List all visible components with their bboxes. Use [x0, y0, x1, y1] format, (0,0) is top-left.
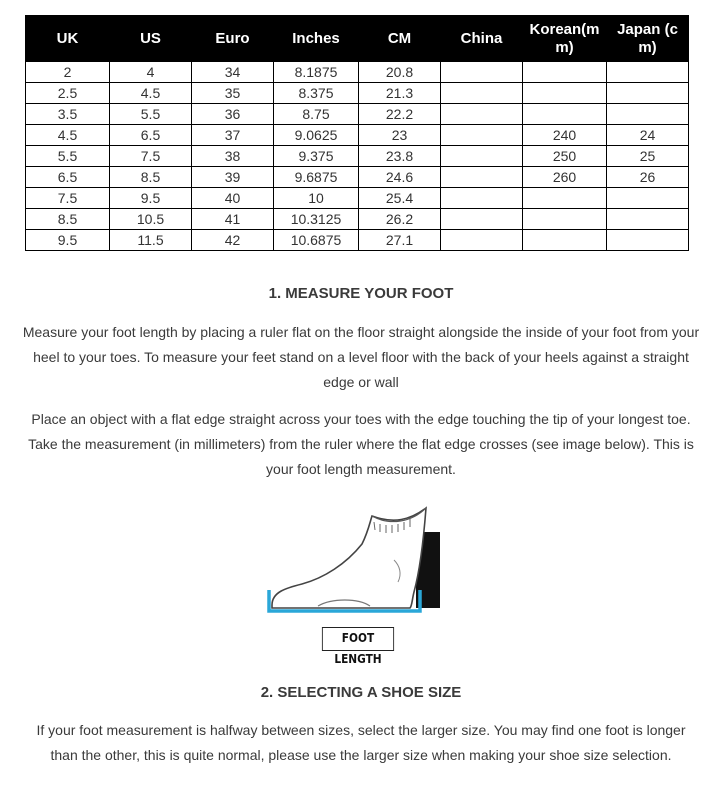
cell-japan: [607, 209, 689, 230]
cell-korean: 240: [523, 125, 607, 146]
cell-china: [441, 104, 523, 125]
foot-outline: [272, 508, 426, 608]
cell-japan: 25: [607, 146, 689, 167]
cell-uk: 4.5: [26, 125, 110, 146]
header-japan: Japan (cm): [607, 16, 689, 62]
cell-china: [441, 167, 523, 188]
cell-us: 4.5: [110, 83, 192, 104]
cell-inches: 8.1875: [274, 62, 359, 83]
cell-us: 4: [110, 62, 192, 83]
cell-cm: 23.8: [359, 146, 441, 167]
cell-korean: [523, 104, 607, 125]
cell-korean: [523, 230, 607, 251]
cell-korean: [523, 188, 607, 209]
cell-china: [441, 230, 523, 251]
header-uk: UK: [26, 16, 110, 62]
cell-inches: 8.75: [274, 104, 359, 125]
cell-inches: 9.375: [274, 146, 359, 167]
selecting-size-paragraph: If your foot measurement is halfway between sizes, select the larger size. You may find one foot is longer than the other, this is quite normal, please use the larger size when making your shoe size selection.: [36, 722, 686, 763]
cell-china: [441, 209, 523, 230]
selecting-size-heading: 2. SELECTING A SHOE SIZE: [260, 684, 462, 701]
cell-euro: 39: [192, 167, 274, 188]
cell-us: 11.5: [110, 230, 192, 251]
cell-korean: 260: [523, 167, 607, 188]
cell-korean: [523, 209, 607, 230]
cell-cm: 20.8: [359, 62, 441, 83]
cell-inches: 9.6875: [274, 167, 359, 188]
cell-japan: [607, 104, 689, 125]
cell-china: [441, 125, 523, 146]
table-row: [26, 62, 689, 83]
cell-cm: 23: [359, 125, 441, 146]
cell-inches: 10: [274, 188, 359, 209]
table-row: [26, 167, 689, 188]
cell-us: 8.5: [110, 167, 192, 188]
cell-cm: 26.2: [359, 209, 441, 230]
header-us: US: [110, 16, 192, 62]
table-row: [26, 230, 689, 251]
table-row: [26, 146, 689, 167]
cell-euro: 36: [192, 104, 274, 125]
cell-cm: 21.3: [359, 83, 441, 104]
cell-uk: 8.5: [26, 209, 110, 230]
cell-euro: 40: [192, 188, 274, 209]
measure-foot-heading: 1. MEASURE YOUR FOOT: [268, 285, 454, 302]
cell-uk: 5.5: [26, 146, 110, 167]
measure-toe-paragraph: Place an object with a flat edge straight across your toes with the edge touching the tip of your longest toe. Take the measurement (in millimeters) from the ruler where the flat edge crosses (see image below). This is your foot length measurement.: [28, 411, 694, 477]
cell-china: [441, 62, 523, 83]
cell-inches: 10.3125: [274, 209, 359, 230]
cell-uk: 3.5: [26, 104, 110, 125]
cell-china: [441, 188, 523, 209]
cell-uk: 7.5: [26, 188, 110, 209]
header-china: China: [441, 16, 523, 62]
cell-us: 9.5: [110, 188, 192, 209]
cell-china: [441, 83, 523, 104]
cell-inches: 8.375: [274, 83, 359, 104]
cell-us: 7.5: [110, 146, 192, 167]
cell-japan: 24: [607, 125, 689, 146]
table-row: [26, 104, 689, 125]
cell-euro: 35: [192, 83, 274, 104]
foot-length-label: FOOT LENGTH: [322, 627, 394, 651]
cell-us: 10.5: [110, 209, 192, 230]
size-table-body: [26, 62, 689, 251]
cell-cm: 22.2: [359, 104, 441, 125]
cell-uk: 6.5: [26, 167, 110, 188]
cell-cm: 27.1: [359, 230, 441, 251]
cell-us: 6.5: [110, 125, 192, 146]
cell-uk: 2.5: [26, 83, 110, 104]
cell-euro: 34: [192, 62, 274, 83]
size-table-header-row: [26, 16, 689, 62]
cell-china: [441, 146, 523, 167]
cell-japan: [607, 230, 689, 251]
size-chart-table: [25, 15, 689, 251]
table-row: [26, 125, 689, 146]
cell-euro: 38: [192, 146, 274, 167]
cell-korean: [523, 83, 607, 104]
header-inches: Inches: [274, 16, 359, 62]
header-euro: Euro: [192, 16, 274, 62]
header-cm: CM: [359, 16, 441, 62]
table-row: [26, 188, 689, 209]
cell-euro: 37: [192, 125, 274, 146]
table-row: [26, 209, 689, 230]
cell-uk: 9.5: [26, 230, 110, 251]
cell-inches: 10.6875: [274, 230, 359, 251]
cell-korean: [523, 62, 607, 83]
cell-uk: 2: [26, 62, 110, 83]
cell-japan: 26: [607, 167, 689, 188]
cell-japan: [607, 188, 689, 209]
cell-japan: [607, 83, 689, 104]
table-row: [26, 83, 689, 104]
cell-us: 5.5: [110, 104, 192, 125]
header-korean: Korean(mm): [523, 16, 607, 62]
cell-inches: 9.0625: [274, 125, 359, 146]
cell-korean: 250: [523, 146, 607, 167]
measure-instructions-paragraph: Measure your foot length by placing a ruler flat on the floor straight alongside the inside of your foot from your heel to your toes. To measure your feet stand on a level floor with the back of your heels against a straight edge or wall: [22, 324, 700, 390]
cell-cm: 25.4: [359, 188, 441, 209]
cell-euro: 42: [192, 230, 274, 251]
cell-japan: [607, 62, 689, 83]
cell-euro: 41: [192, 209, 274, 230]
cell-cm: 24.6: [359, 167, 441, 188]
